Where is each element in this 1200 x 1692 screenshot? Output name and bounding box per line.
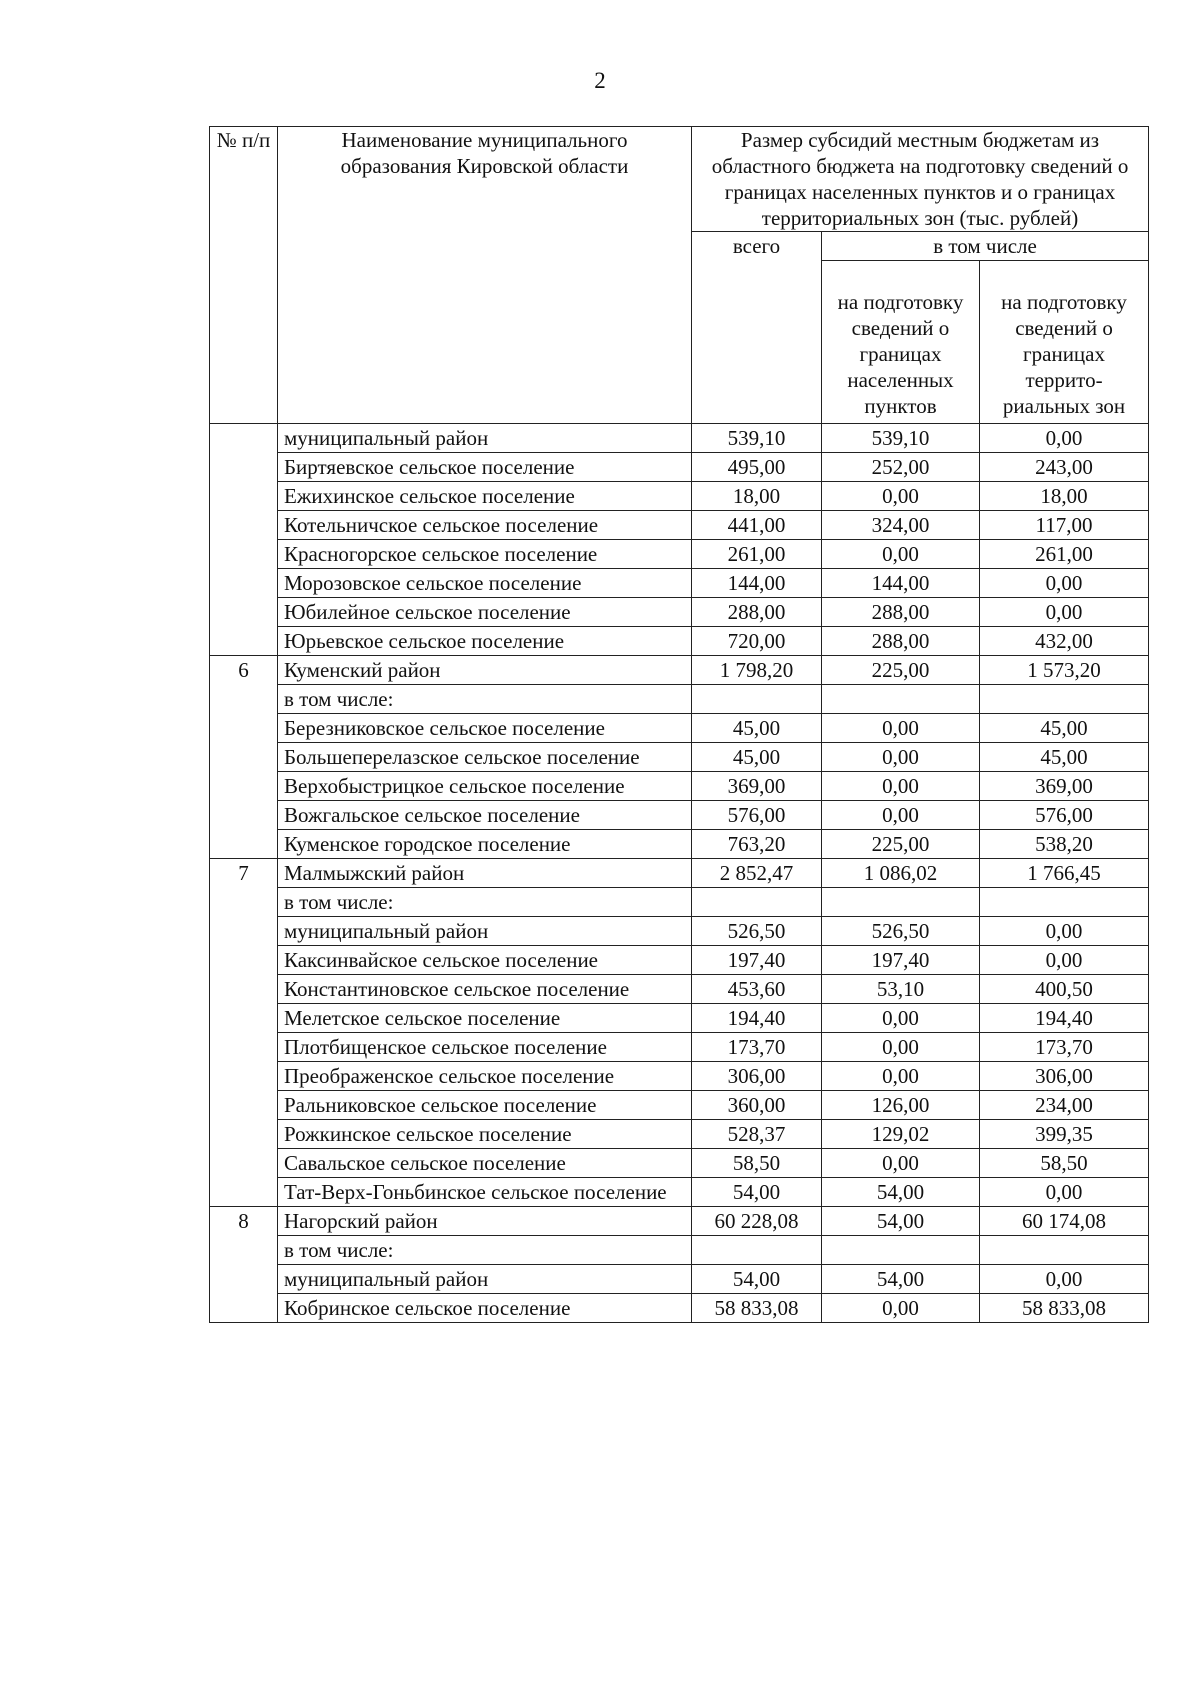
row-total: 45,00 [692,743,822,772]
row-settlements-amount: 0,00 [822,714,980,743]
row-municipality-name: Куменский район [278,656,692,685]
row-total: 2 852,47 [692,859,822,888]
table-row [210,1294,1149,1323]
row-municipality-name: в том числе: [278,685,692,714]
table-row [210,656,1149,685]
row-settlements-amount: 225,00 [822,830,980,859]
table-row [210,917,1149,946]
row-municipality-name: Большеперелазское сельское поселение [278,743,692,772]
row-zones-amount: 173,70 [980,1033,1149,1062]
row-zones-amount: 1 766,45 [980,859,1149,888]
row-total: 58,50 [692,1149,822,1178]
row-settlements-amount: 54,00 [822,1265,980,1294]
row-zones-amount: 576,00 [980,801,1149,830]
header-settlements: на подготовку сведений о границах населенных пунктов [822,261,980,424]
row-municipality-name: в том числе: [278,888,692,917]
row-zones-amount: 58 833,08 [980,1294,1149,1323]
header-zones: на подготовку сведений о границах террито-риальных зон [980,261,1149,424]
row-zones-amount: 306,00 [980,1062,1149,1091]
row-total: 45,00 [692,714,822,743]
header-index: № п/п [210,127,278,424]
row-municipality-name: Куменское городское поселение [278,830,692,859]
row-municipality-name: Ежихинское сельское поселение [278,482,692,511]
row-municipality-name: Вожгальское сельское поселение [278,801,692,830]
table-row [210,946,1149,975]
table-row [210,1178,1149,1207]
row-zones-amount: 432,00 [980,627,1149,656]
row-settlements-amount: 126,00 [822,1091,980,1120]
table-row [210,888,1149,917]
table-row [210,859,1149,888]
row-total: 144,00 [692,569,822,598]
row-zones-amount: 117,00 [980,511,1149,540]
table-row [210,424,1149,453]
row-settlements-amount: 0,00 [822,540,980,569]
row-zones-amount: 194,40 [980,1004,1149,1033]
table-row [210,1207,1149,1236]
row-total: 18,00 [692,482,822,511]
row-total: 288,00 [692,598,822,627]
row-zones-amount: 18,00 [980,482,1149,511]
row-total [692,1236,822,1265]
row-zones-amount: 0,00 [980,946,1149,975]
row-zones-amount [980,888,1149,917]
row-index: 6 [210,656,278,859]
row-settlements-amount: 54,00 [822,1178,980,1207]
page-number: 2 [594,68,606,93]
table-row [210,1149,1149,1178]
row-municipality-name: Мелетское сельское поселение [278,1004,692,1033]
row-zones-amount: 261,00 [980,540,1149,569]
row-municipality-name: Преображенское сельское поселение [278,1062,692,1091]
row-municipality-name: Ральниковское сельское поселение [278,1091,692,1120]
row-total: 576,00 [692,801,822,830]
row-settlements-amount: 539,10 [822,424,980,453]
subsidy-table [209,126,1149,1323]
table-row [210,1062,1149,1091]
table-row [210,801,1149,830]
row-municipality-name: Малмыжский район [278,859,692,888]
row-zones-amount: 400,50 [980,975,1149,1004]
table-row [210,1120,1149,1149]
row-municipality-name: муниципальный район [278,1265,692,1294]
row-total: 441,00 [692,511,822,540]
row-total: 1 798,20 [692,656,822,685]
header-total: всего [692,232,822,424]
row-settlements-amount: 54,00 [822,1207,980,1236]
row-settlements-amount [822,685,980,714]
row-settlements-amount: 1 086,02 [822,859,980,888]
row-settlements-amount: 0,00 [822,801,980,830]
row-total: 306,00 [692,1062,822,1091]
row-municipality-name: Березниковское сельское поселение [278,714,692,743]
row-settlements-amount: 197,40 [822,946,980,975]
row-zones-amount: 45,00 [980,714,1149,743]
row-zones-amount: 1 573,20 [980,656,1149,685]
row-municipality-name: Красногорское сельское поселение [278,540,692,569]
row-settlements-amount: 0,00 [822,1004,980,1033]
row-zones-amount: 399,35 [980,1120,1149,1149]
row-zones-amount: 45,00 [980,743,1149,772]
row-settlements-amount: 0,00 [822,1033,980,1062]
row-settlements-amount: 225,00 [822,656,980,685]
row-municipality-name: в том числе: [278,1236,692,1265]
row-settlements-amount: 288,00 [822,598,980,627]
row-settlements-amount: 129,02 [822,1120,980,1149]
row-settlements-amount: 324,00 [822,511,980,540]
row-zones-amount: 369,00 [980,772,1149,801]
row-municipality-name: Рожкинское сельское поселение [278,1120,692,1149]
header-including: в том числе [822,232,1149,261]
row-settlements-amount: 0,00 [822,482,980,511]
row-total: 369,00 [692,772,822,801]
row-settlements-amount [822,888,980,917]
row-total: 173,70 [692,1033,822,1062]
table-row [210,627,1149,656]
row-municipality-name: муниципальный район [278,424,692,453]
row-municipality-name: Верхобыстрицкое сельское поселение [278,772,692,801]
row-municipality-name: Кобринское сельское поселение [278,1294,692,1323]
table-row [210,540,1149,569]
row-total: 58 833,08 [692,1294,822,1323]
table-row [210,975,1149,1004]
row-total: 539,10 [692,424,822,453]
row-settlements-amount [822,1236,980,1265]
row-settlements-amount: 0,00 [822,1062,980,1091]
table-row [210,511,1149,540]
row-total: 495,00 [692,453,822,482]
row-municipality-name: Тат-Верх-Гоньбинское сельское поселение [278,1178,692,1207]
row-index: 7 [210,859,278,1207]
row-settlements-amount: 252,00 [822,453,980,482]
row-total: 54,00 [692,1265,822,1294]
row-municipality-name: Плотбищенское сельское поселение [278,1033,692,1062]
row-total: 453,60 [692,975,822,1004]
row-settlements-amount: 53,10 [822,975,980,1004]
row-zones-amount: 0,00 [980,569,1149,598]
row-total: 54,00 [692,1178,822,1207]
table-row [210,1091,1149,1120]
row-municipality-name: Морозовское сельское поселение [278,569,692,598]
row-settlements-amount: 288,00 [822,627,980,656]
table-row [210,1265,1149,1294]
row-municipality-name: Биртяевское сельское поселение [278,453,692,482]
row-total: 194,40 [692,1004,822,1033]
table-row [210,482,1149,511]
row-total: 360,00 [692,1091,822,1120]
table-row [210,772,1149,801]
table-row [210,453,1149,482]
row-index: 8 [210,1207,278,1323]
table-row [210,714,1149,743]
row-settlements-amount: 0,00 [822,1294,980,1323]
row-settlements-amount: 0,00 [822,772,980,801]
row-settlements-amount: 526,50 [822,917,980,946]
row-zones-amount: 0,00 [980,1265,1149,1294]
table-row [210,569,1149,598]
row-total: 763,20 [692,830,822,859]
row-zones-amount: 0,00 [980,424,1149,453]
row-municipality-name: Константиновское сельское поселение [278,975,692,1004]
row-municipality-name: муниципальный район [278,917,692,946]
row-municipality-name: Котельничское сельское поселение [278,511,692,540]
row-settlements-amount: 0,00 [822,743,980,772]
table-row [210,685,1149,714]
row-municipality-name: Каксинвайское сельское поселение [278,946,692,975]
table-row [210,1236,1149,1265]
row-total: 528,37 [692,1120,822,1149]
row-zones-amount [980,1236,1149,1265]
row-municipality-name: Савальское сельское поселение [278,1149,692,1178]
row-settlements-amount: 144,00 [822,569,980,598]
row-settlements-amount: 0,00 [822,1149,980,1178]
row-municipality-name: Юрьевское сельское поселение [278,627,692,656]
row-zones-amount: 60 174,08 [980,1207,1149,1236]
table-row [210,598,1149,627]
row-zones-amount: 58,50 [980,1149,1149,1178]
row-total: 60 228,08 [692,1207,822,1236]
table-row [210,743,1149,772]
row-zones-amount: 234,00 [980,1091,1149,1120]
row-total: 526,50 [692,917,822,946]
row-zones-amount: 243,00 [980,453,1149,482]
table-row [210,1004,1149,1033]
row-municipality-name: Нагорский район [278,1207,692,1236]
row-total: 720,00 [692,627,822,656]
row-zones-amount [980,685,1149,714]
row-total: 261,00 [692,540,822,569]
row-total [692,888,822,917]
row-total [692,685,822,714]
row-municipality-name: Юбилейное сельское поселение [278,598,692,627]
row-zones-amount: 538,20 [980,830,1149,859]
row-zones-amount: 0,00 [980,1178,1149,1207]
row-zones-amount: 0,00 [980,917,1149,946]
row-index [210,424,278,656]
table-row [210,830,1149,859]
row-total: 197,40 [692,946,822,975]
row-zones-amount: 0,00 [980,598,1149,627]
header-subsidy-amount: Размер субсидий местным бюджетам из областного бюджета на подготовку сведений о границах населенных пунктов и о границах территориальных зон (тыс. рублей) [692,127,1149,232]
header-municipality-name: Наименование муниципального образования Кировской области [278,127,692,424]
table-row [210,1033,1149,1062]
